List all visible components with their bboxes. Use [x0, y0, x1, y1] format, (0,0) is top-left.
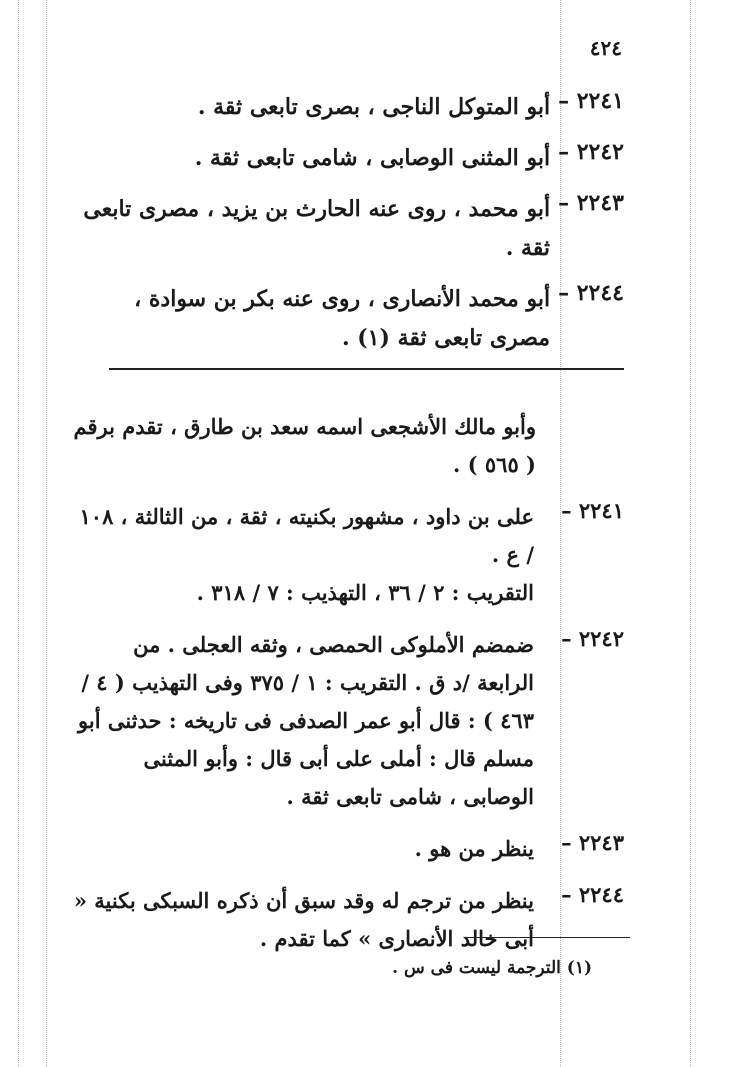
entry-text: أبو محمد الأنصارى ، روى عنه بكر بن سوادة ، مصرى تابعى ثقة (١) .	[134, 286, 551, 351]
note-line: ينظر من ترجم له وقد سبق أن ذكره السبكى بكنية « أبى خالد الأنصارى » كما تقدم .	[73, 888, 534, 951]
note-intro: وأبو مالك الأشجعى اسمه سعد بن طارق ، تقدم برقم ( ٥٦٥ ) .	[73, 414, 536, 477]
note-number: ٢٢٤١ –	[561, 498, 624, 523]
entry-number: ٢٢٤٤ –	[558, 280, 624, 306]
entry	[70, 190, 624, 268]
note-item	[70, 830, 624, 868]
entries-list	[70, 88, 624, 370]
note-body	[70, 882, 534, 958]
note-number: ٢٢٤٣ –	[561, 830, 624, 855]
footnote: (١) الترجمة ليست فى س .	[392, 958, 592, 978]
entry-text: أبو المتوكل الناجى ، بصرى تابعى ثقة .	[197, 94, 551, 120]
note-number: ٢٢٤٤ –	[561, 882, 624, 907]
note-line: على بن داود ، مشهور بكنيته ، ثقة ، من الثالثة ، ١٠٨ / ع .	[79, 504, 534, 567]
note-body	[70, 498, 534, 612]
entry-text: أبو محمد ، روى عنه الحارث بن يزيد ، مصرى تابعى ثقة .	[83, 196, 551, 261]
editor-notes	[70, 408, 624, 972]
entry-number: ٢٢٤٢ –	[558, 139, 624, 165]
note-item	[70, 626, 624, 816]
entry-number: ٢٢٤٣ –	[558, 190, 624, 216]
footnote-rule	[465, 937, 630, 938]
note-line: ينظر من هو .	[414, 836, 534, 861]
page-number: ٤٢٤	[589, 36, 622, 60]
note-item	[70, 882, 624, 958]
note-body	[70, 626, 534, 816]
entry-number: ٢٢٤١ –	[558, 88, 624, 114]
note-item	[70, 498, 624, 612]
entry-text: أبو المثنى الوصابى ، شامى تابعى ثقة .	[194, 145, 551, 171]
entry	[70, 88, 624, 127]
note-line: ضمضم الأملوكى الحمصى ، وثقه العجلى . من الرابعة /د ق . التقريب : ١ / ٣٧٥ وفى التهذيب ( ٤ / ٤٦٣ ) : قال أبو عمر الصدفى فى تاريخه : حدثنى أبو مسلم قال : أملى على أبى قال : وأبو المثنى الوصابى ، شامى تابعى ثقة .	[78, 632, 534, 809]
note-body	[70, 830, 534, 868]
section-divider	[109, 368, 624, 370]
note-line: التقريب : ٢ / ٣٦ ، التهذيب : ٧ / ٣١٨ .	[196, 580, 534, 605]
note-number: ٢٢٤٢ –	[561, 626, 624, 651]
entry	[70, 280, 624, 358]
entry	[70, 139, 624, 178]
